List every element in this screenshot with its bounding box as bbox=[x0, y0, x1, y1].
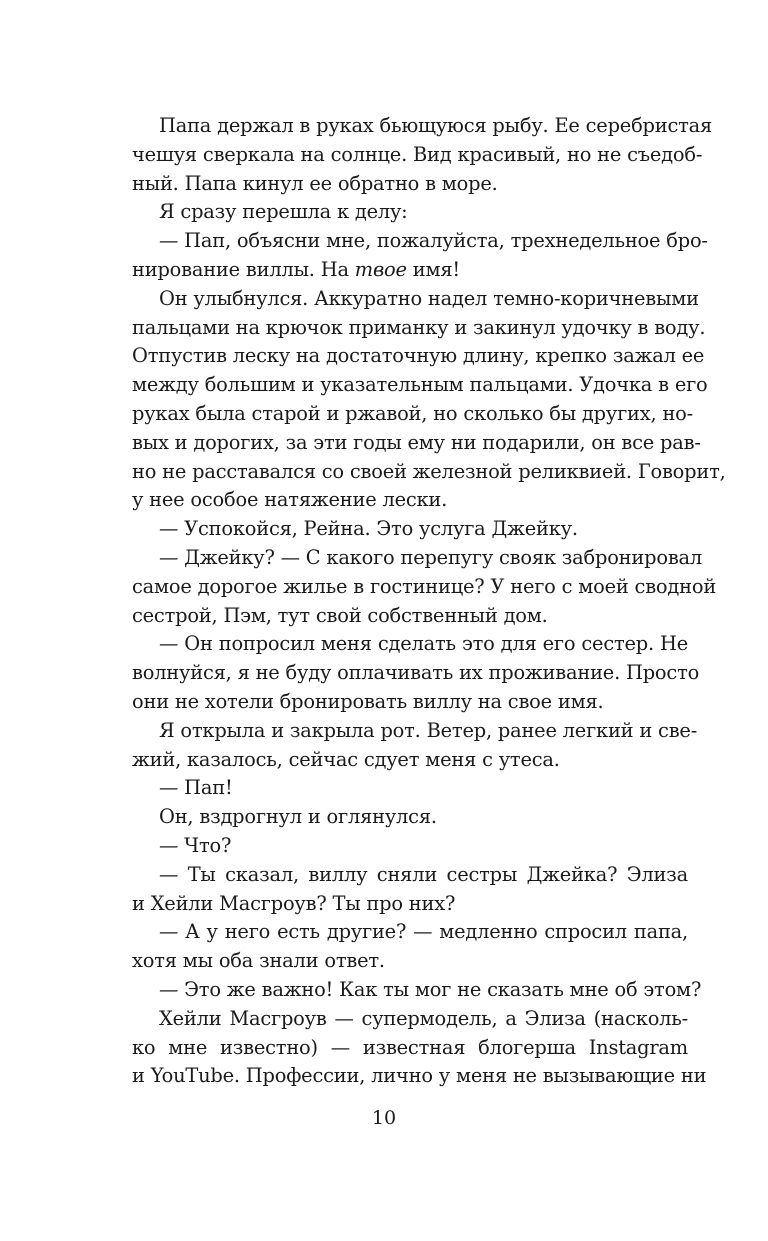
text-line: самое дорогое жилье в гостинице? У него с моей сводной bbox=[132, 574, 717, 598]
text-line: — Пап! bbox=[159, 776, 233, 800]
text-line: Я открыла и закрыла рот. Ветер, ранее легкий и све- bbox=[159, 718, 698, 742]
text-line: но не расставался со своей железной реликвией. Говорит, bbox=[132, 459, 726, 483]
text-line: у нее особое натяжение лески. bbox=[132, 488, 448, 512]
text-line: Папа держал в руках бьющуюся рыбу. Ее серебристая bbox=[159, 114, 713, 137]
text-line: Он улыбнулся. Аккуратно надел темно-коричневыми bbox=[159, 286, 699, 310]
text-line: пальцами на крючок приманку и закинул удочку в воду. bbox=[132, 315, 706, 339]
text-line: жий, казалось, сейчас сдует меня с утеса. bbox=[132, 747, 560, 771]
text-line: и YouTube. Профессии, лично у меня не вызывающие ни bbox=[132, 1064, 707, 1088]
text-line: Я сразу перешла к делу: bbox=[159, 200, 408, 224]
page-number: 10 bbox=[371, 1107, 397, 1129]
text-line: они не хотели бронировать виллу на свое имя. bbox=[132, 689, 604, 713]
italic-word: твое bbox=[354, 257, 407, 281]
text-line: — Успокойся, Рейна. Это услуга Джейку. bbox=[159, 517, 578, 541]
text-line: — Он попросил меня сделать это для его сестер. Не bbox=[159, 632, 688, 656]
text-line: и Хейли Масгроув? Ты про них? bbox=[132, 891, 456, 915]
text-line: руках была старой и ржавой, но сколько бы других, но- bbox=[132, 401, 693, 425]
text-line: ный. Папа кинул ее обратно в море. bbox=[132, 171, 498, 195]
text-line: вых и дорогих, за эти годы ему ни подарили, он все рав- bbox=[132, 430, 701, 454]
text-line: нирование виллы. На твое имя! bbox=[132, 257, 461, 281]
text-line: ко мне известно) — известная блогерша Instagram bbox=[132, 1035, 688, 1059]
text-line: — Ты сказал, виллу сняли сестры Джейка? Элиза bbox=[159, 862, 688, 886]
text-line: Хейли Масгроув — супермодель, а Элиза (насколь- bbox=[159, 1006, 688, 1030]
text-line: чешуя сверкала на солнце. Вид красивый, но не съедоб- bbox=[132, 142, 703, 166]
text-line: сестрой, Пэм, тут свой собственный дом. bbox=[132, 603, 548, 627]
text-line: — Джейку? — С какого перепугу свояк забронировал bbox=[159, 545, 703, 569]
text-line: — А у него есть другие? — медленно спросил папа, bbox=[159, 920, 688, 944]
text-line: Он, вздрогнул и оглянулся. bbox=[159, 805, 437, 829]
text-line: — Пап, объясни мне, пожалуйста, трехнедельное бро- bbox=[159, 229, 708, 253]
text-line: хотя мы оба знали ответ. bbox=[132, 949, 385, 973]
text-line: Отпустив леску на достаточную длину, крепко зажал ее bbox=[132, 344, 705, 368]
text-line: — Что? bbox=[159, 833, 232, 857]
body-text bbox=[132, 112, 726, 1091]
text-line: волнуйся, я не буду оплачивать их проживание. Просто bbox=[132, 661, 700, 685]
text-line: между большим и указательным пальцами. Удочка в его bbox=[132, 373, 708, 397]
text-line: — Это же важно! Как ты мог не сказать мне об этом? bbox=[159, 977, 702, 1001]
